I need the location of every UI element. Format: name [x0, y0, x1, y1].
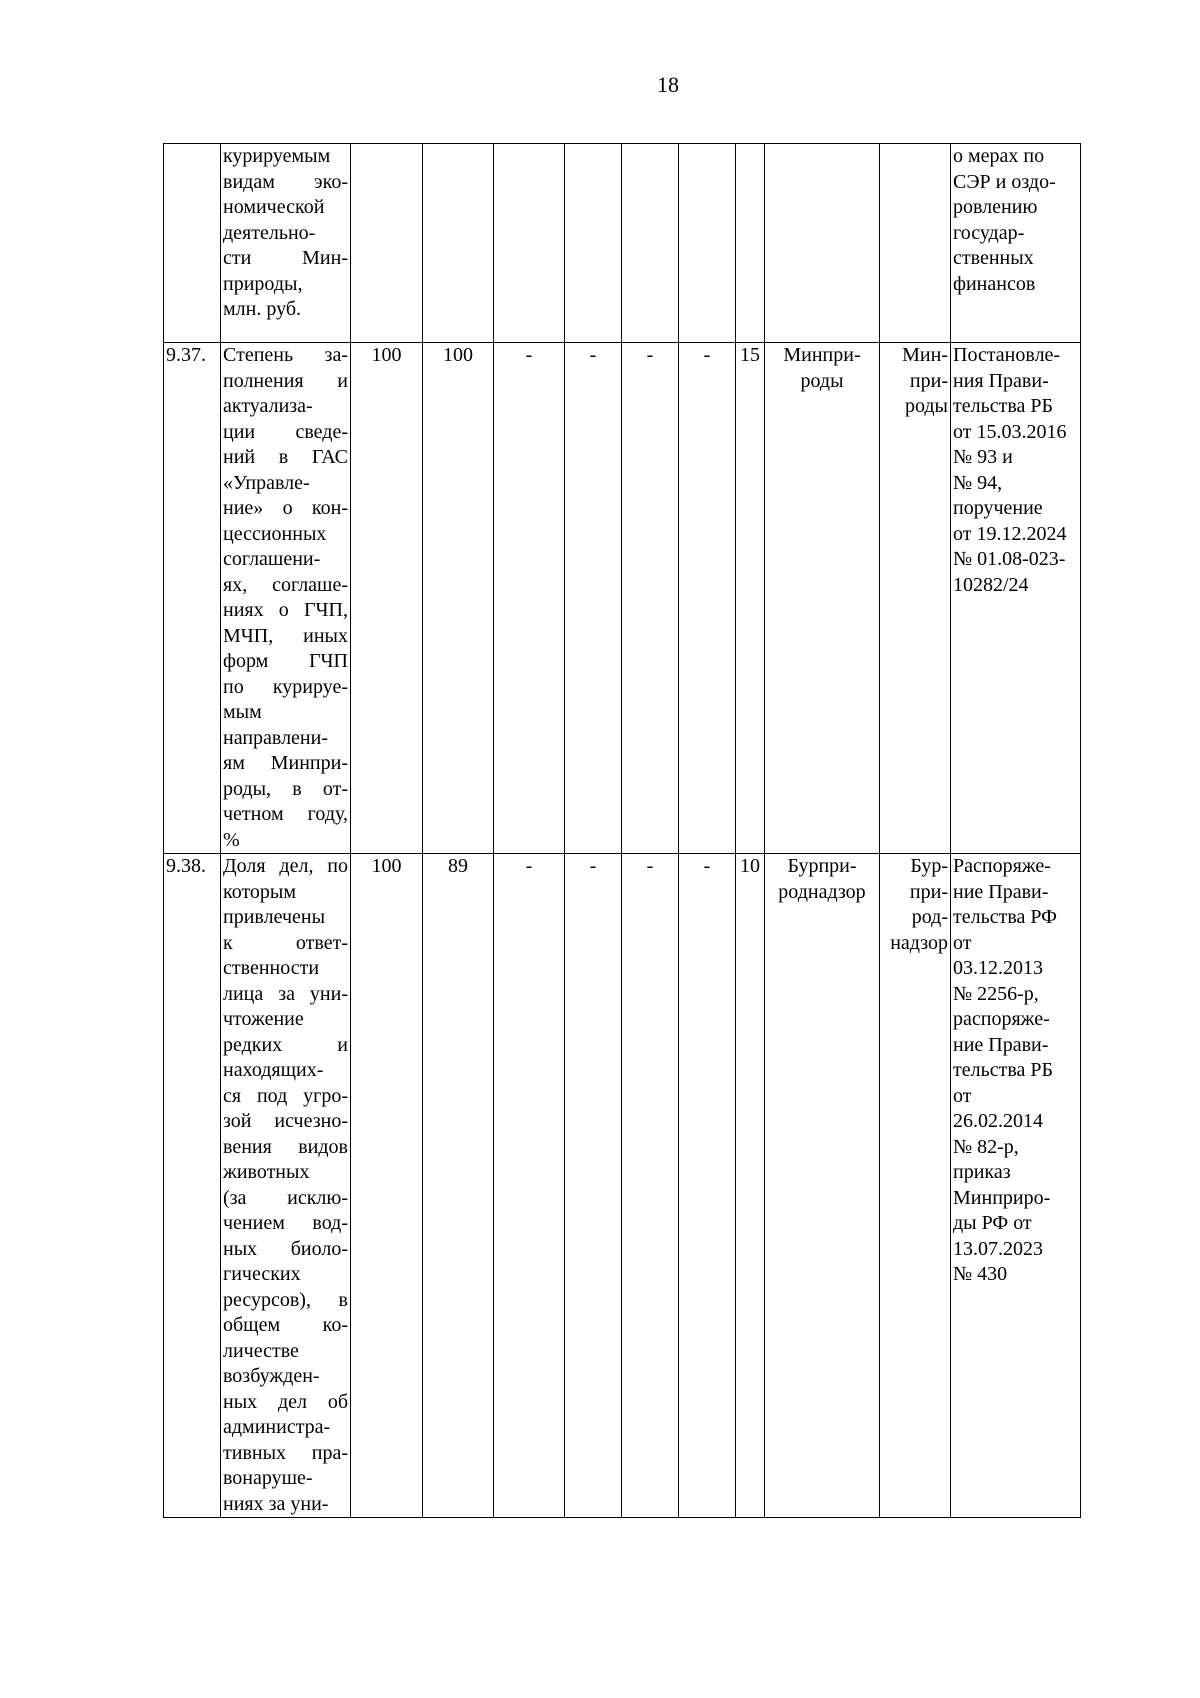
basis-line: № 01.08-023- — [953, 548, 1066, 570]
description-line: общем ко- — [223, 1314, 348, 1336]
weight-cell: 15 — [736, 343, 765, 854]
basis-line: государ- — [953, 221, 1025, 244]
basis-line: распоряже- — [953, 1008, 1050, 1030]
description-line: Степень за- — [223, 344, 348, 366]
description-line: ся под угро- — [223, 1084, 348, 1107]
basis-line: от — [953, 1084, 972, 1107]
actual-value-cell: 100 — [423, 343, 494, 854]
basis-line: ние Прави- — [953, 880, 1049, 903]
description-line: ственности — [223, 957, 320, 979]
description-line: возбужден- — [223, 1365, 320, 1387]
basis-line: СЭР и оздо- — [953, 170, 1056, 193]
description-line: % — [223, 828, 240, 851]
basis-line: 10282/24 — [953, 573, 1029, 596]
value-cell-6: - — [679, 854, 736, 1518]
description-line: гических — [223, 1263, 301, 1285]
description-line: Доля дел, по — [223, 855, 348, 877]
description-line: соглашени- — [223, 548, 321, 570]
description-line: ных биоло- — [223, 1237, 348, 1260]
basis-line: 26.02.2014 — [953, 1110, 1043, 1132]
description-line: (за исклю- — [223, 1186, 348, 1209]
basis-line: приказ — [953, 1161, 1011, 1183]
table-row — [164, 144, 1081, 343]
description-line: форм ГЧП — [223, 650, 348, 672]
coexecutor-cell — [880, 854, 951, 1518]
description-line: зой исчезно- — [223, 1110, 348, 1132]
description-line: МЧП, иных — [223, 624, 348, 647]
basis-line: ние Прави- — [953, 1033, 1049, 1056]
value-cell-3: - — [494, 854, 565, 1518]
legal-basis-cell — [951, 343, 1081, 854]
description-line: ции сведе- — [223, 420, 348, 443]
indicators-table — [163, 143, 1081, 1518]
basis-line: тельства РБ — [953, 395, 1053, 417]
description-line: к ответ- — [223, 931, 348, 954]
basis-line: тельства РБ — [953, 1059, 1053, 1081]
coexecutor-line: роды — [904, 395, 948, 417]
value-cell-6 — [679, 144, 736, 343]
description-line: ресурсов), в — [223, 1288, 348, 1311]
item-number-cell: 9.38. — [164, 854, 221, 1518]
description-line: по курируе- — [223, 675, 348, 698]
indicator-description-cell — [221, 343, 351, 854]
executor-cell — [765, 854, 880, 1518]
indicator-description-cell — [221, 144, 351, 343]
description-line: ных дел об — [223, 1390, 348, 1413]
basis-line: от — [953, 931, 972, 954]
description-line: привлечены — [223, 906, 326, 928]
legal-basis-cell — [951, 854, 1081, 1518]
description-line: животных — [223, 1161, 310, 1183]
coexecutor-line: род- — [911, 906, 948, 928]
weight-cell — [736, 144, 765, 343]
coexecutor-cell — [880, 144, 951, 343]
description-line: которым — [223, 880, 297, 903]
basis-line: № 93 и — [953, 446, 1013, 468]
target-value-cell: 100 — [351, 854, 423, 1518]
basis-line: Минприро- — [953, 1186, 1051, 1209]
description-line: «Управле- — [223, 471, 310, 494]
value-cell-6: - — [679, 343, 736, 854]
description-line: направлени- — [223, 726, 328, 749]
description-line: редких и — [223, 1033, 348, 1056]
coexecutor-cell — [880, 343, 951, 854]
description-line: природы, — [223, 272, 303, 295]
description-line: цессионных — [223, 522, 327, 545]
basis-line: Постановле- — [953, 344, 1061, 366]
table-row — [164, 343, 1081, 854]
description-line: млн. руб. — [223, 298, 301, 320]
value-cell-3: - — [494, 343, 565, 854]
description-line: тивных пра- — [223, 1441, 348, 1464]
target-value-cell — [351, 144, 423, 343]
basis-line: 13.07.2023 — [953, 1237, 1043, 1260]
coexecutor-line: при- — [909, 880, 948, 903]
indicator-description-cell — [221, 854, 351, 1518]
description-line: сти Мин- — [223, 247, 348, 269]
basis-line: от 19.12.2024 — [953, 522, 1067, 545]
description-line: ниях о ГЧП, — [223, 599, 348, 621]
description-line: мым — [223, 701, 262, 723]
basis-line: № 430 — [953, 1263, 1008, 1285]
target-value-cell: 100 — [351, 343, 423, 854]
executor-cell — [765, 343, 880, 854]
item-number-cell: 9.37. — [164, 343, 221, 854]
basis-line: Распоряже- — [953, 855, 1051, 877]
basis-line: ды РФ от — [953, 1212, 1032, 1234]
description-line: чтожение — [223, 1008, 304, 1030]
actual-value-cell: 89 — [423, 854, 494, 1518]
basis-line: от 15.03.2016 — [953, 420, 1067, 443]
description-line: находящих- — [223, 1059, 324, 1081]
actual-value-cell — [423, 144, 494, 343]
basis-line: ния Прави- — [953, 369, 1049, 392]
description-line: ний в ГАС — [223, 446, 348, 468]
value-cell-5 — [622, 144, 679, 343]
value-cell-4: - — [565, 854, 622, 1518]
value-cell-5: - — [622, 854, 679, 1518]
description-line: вонаруше- — [223, 1467, 313, 1489]
description-line: чением вод- — [223, 1212, 348, 1234]
coexecutor-line: при- — [909, 369, 948, 392]
description-line: деятельно- — [223, 221, 316, 244]
executor-line: Бурпри- — [787, 855, 857, 877]
basis-line: финансов — [953, 272, 1036, 295]
description-line: вения видов — [223, 1135, 348, 1158]
value-cell-5: - — [622, 343, 679, 854]
description-line: администра- — [223, 1416, 331, 1438]
basis-line: ственных — [953, 247, 1034, 269]
executor-cell — [765, 144, 880, 343]
weight-cell: 10 — [736, 854, 765, 1518]
description-line: видам эко- — [223, 170, 348, 193]
description-line: лица за уни- — [223, 982, 348, 1005]
page-number: 18 — [657, 72, 679, 97]
basis-line: о мерах по — [953, 145, 1045, 167]
basis-line: ровлению — [953, 196, 1038, 218]
basis-line: № 94, — [953, 471, 1003, 494]
executor-line: Минпри- — [783, 344, 861, 366]
basis-line: поручение — [953, 497, 1043, 519]
basis-line: 03.12.2013 — [953, 957, 1043, 979]
coexecutor-line: надзор — [890, 931, 948, 954]
description-line: ях, соглаше- — [223, 573, 348, 596]
value-cell-4: - — [565, 343, 622, 854]
coexecutor-line: Бур- — [910, 855, 948, 877]
description-line: ниях за уни- — [223, 1492, 329, 1515]
description-line: актуализа- — [223, 395, 313, 417]
executor-line: роды — [800, 369, 844, 392]
description-line: курируемым — [223, 145, 331, 167]
description-line: ние» о кон- — [223, 497, 348, 519]
description-line: личестве — [223, 1339, 299, 1362]
value-cell-4 — [565, 144, 622, 343]
table-row — [164, 854, 1081, 1518]
basis-line: № 2256-р, — [953, 982, 1039, 1005]
description-line: ям Минпри- — [223, 752, 348, 774]
executor-line: роднадзор — [778, 880, 866, 903]
description-line: роды, в от- — [223, 777, 348, 800]
item-number-cell — [164, 144, 221, 343]
legal-basis-cell — [951, 144, 1081, 343]
value-cell-3 — [494, 144, 565, 343]
description-line: номической — [223, 196, 325, 218]
basis-line: № 82-р, — [953, 1135, 1019, 1158]
coexecutor-line: Мин- — [902, 344, 948, 366]
description-line: полнения и — [223, 369, 348, 392]
basis-line: тельства РФ — [953, 906, 1057, 928]
description-line: четном году, — [223, 803, 348, 825]
